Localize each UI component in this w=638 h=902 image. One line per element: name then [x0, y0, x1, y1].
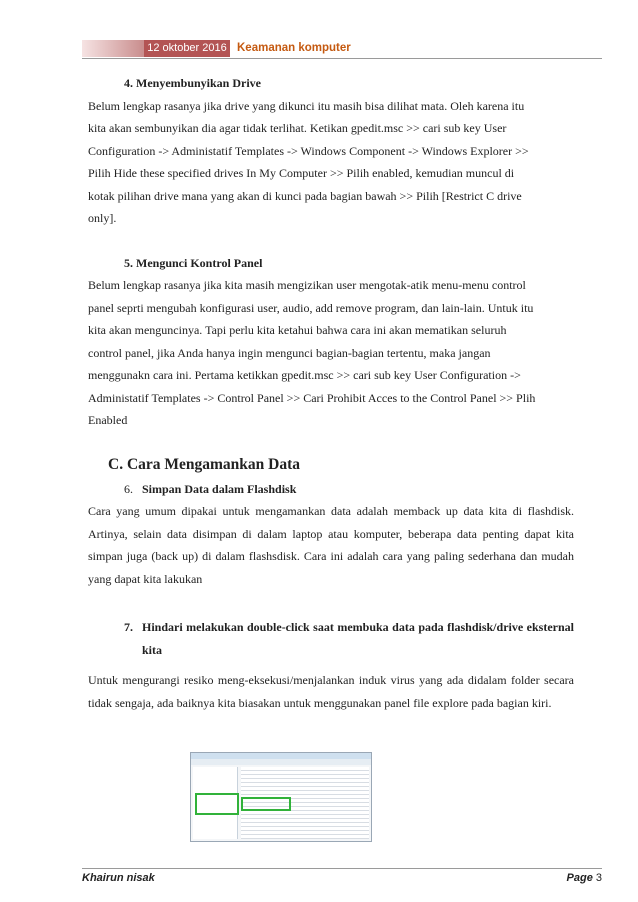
section-5-line: kita akan menguncinya. Tapi perlu kita ketahui bahwa cara ini akan mematikan seluruh: [88, 323, 507, 337]
subsection-6-number: 6.: [124, 481, 133, 496]
header-divider: [82, 58, 602, 59]
section-4-line: only].: [88, 211, 117, 225]
section-5-line: Belum lengkap rasanya jika kita masih mengizikan user mengotak-atik menu-menu control: [88, 278, 526, 292]
section-5-line: control panel, jika Anda hanya ingin mengunci bagian-bagian tertentu, maka jangan: [88, 345, 491, 360]
section-5-heading: 5. Mengunci Kontrol Panel: [124, 255, 263, 270]
subsection-7-paragraph: Untuk mengurangi resiko meng-eksekusi/menjalankan induk virus yang ada didalam folder secara tidak sengaja, ada baiknya kita biasakan untuk menggunakan panel file explore pada bagian kiri.: [88, 673, 574, 710]
file-explorer-screenshot: [190, 752, 372, 842]
footer-page: [567, 872, 602, 884]
header-title: Keamanan komputer: [237, 42, 351, 54]
file-list: [241, 767, 369, 839]
section-4-heading: 4. Menyembunyikan Drive: [124, 76, 262, 90]
subsection-7-heading: [88, 616, 574, 661]
section-4-line: Configuration -> Administatif Templates -> Windows Component -> Windows Explorer >>: [88, 143, 529, 158]
section-4-line: kita akan sembunyikan dia agar tidak terlihat. Ketikan gpedit.msc >> cari sub key User: [88, 121, 507, 135]
section-5-line: menggunakn cara ini. Pertama ketikkan gpedit.msc >> cari sub key User Configuration ->: [88, 368, 521, 382]
subsection-6-heading: [88, 478, 574, 501]
header-date: 12 oktober 2016: [144, 40, 230, 57]
footer-author: Khairun nisak: [82, 872, 155, 884]
section-4-line: Belum lengkap rasanya jika drive yang dikunci itu masih bisa dilihat mata. Oleh karena itu: [88, 98, 525, 113]
section-5-line: panel seprti mengubah konfigurasi user, audio, add remove program, dan lain-lain. Untuk itu: [88, 300, 534, 315]
page-body: [88, 72, 574, 714]
subsection-7-title: Hindari melakukan double-click saat membuka data pada flashdisk/drive eksternal kita: [142, 620, 574, 657]
highlight-box: [195, 793, 239, 815]
section-5-line: Administatif Templates -> Control Panel >> Cari Prohibit Acces to the Control Panel >> Plih: [88, 390, 536, 405]
subsection-6-title: Simpan Data dalam Flashdisk: [142, 481, 297, 496]
highlight-box: [241, 797, 291, 811]
header-accent-bar: [82, 40, 144, 57]
window-ribbon: [191, 759, 371, 765]
subsection-7-number: 7.: [124, 620, 133, 634]
navigation-pane: [193, 767, 238, 839]
footer-page-label: Page: [566, 872, 593, 884]
subsection-6-paragraph: Cara yang umum dipakai untuk mengamankan data adalah memback up data kita di flashdisk. Artinya, selain data disimpan di dalam laptop atau komputer, beberapa data penting dapat kita simpan juga (back up) di dalam flashsdisk. Cara ini adalah cara yang paling sederhana dan mudah yang dapat kita lakukan: [88, 504, 574, 586]
section-5-line: Enabled: [88, 413, 128, 427]
footer-divider: [82, 868, 602, 869]
footer-page-number: 3: [595, 872, 602, 884]
section-4-line: kotak pilihan drive mana yang akan di kunci pada bagian bawah >> Pilih [Restrict C drive: [88, 188, 522, 203]
section-4-line: Pilih Hide these specified drives In My Computer >> Pilih enabled, kemudian muncul di: [88, 166, 515, 180]
section-c-title: C. Cara Mengamankan Data: [108, 455, 301, 473]
